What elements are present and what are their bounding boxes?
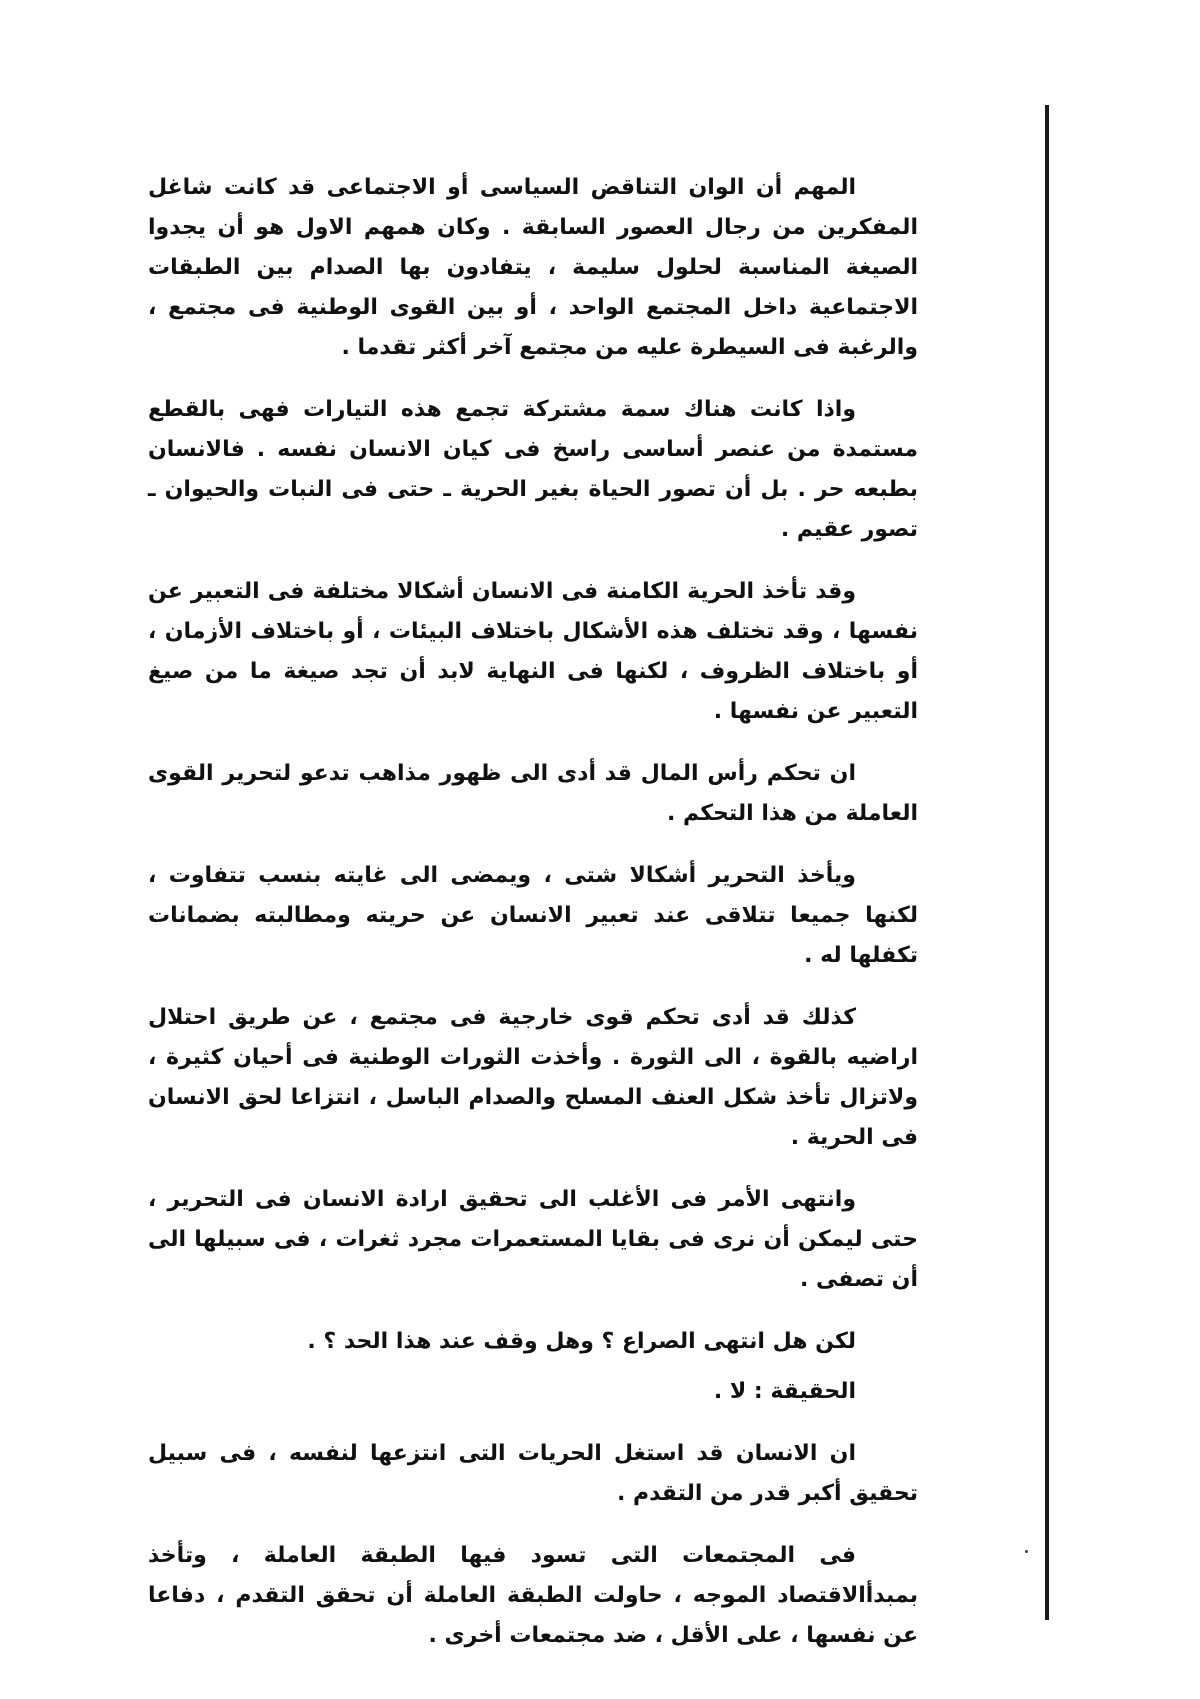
- paragraph-8: لكن هل انتهى الصراع ؟ وهل وقف عند هذا الحد ؟ .: [307, 1329, 856, 1354]
- paragraph-4: ان تحكم رأس المال قد أدى الى ظهور مذاهب تدعو لتحرير القوى العاملة من هذا التحكم .: [148, 761, 918, 826]
- body-text: [148, 168, 918, 1656]
- margin-rule: [1045, 105, 1049, 1620]
- paragraph-9: الحقيقة : لا .: [713, 1379, 856, 1404]
- paragraph-5: ويأخذ التحرير أشكالا شتى ، ويمضى الى غايته بنسب تتفاوت ، لكنها جميعا تتلاقى عند تعبير الانسان عن حريته ومطالبته بضمانات تكفلها له .: [148, 863, 918, 968]
- paragraph-1: المهم أن الوان التناقض السياسى أو الاجتماعى قد كانت شاغل المفكرين من رجال العصور السابقة . وكان همهم الاول هو أن يجدوا الصيغة المناسبة لحلول سليمة ، يتفادون بها الصدام بين الطبقات الاجتماعية داخل المجتمع الواحد ، أو بين القوى الوطنية فى مجتمع ، والرغبة فى السيطرة عليه من مجتمع آخر أكثر تقدما .: [148, 175, 918, 360]
- paragraph-6: كذلك قد أدى تحكم قوى خارجية فى مجتمع ، عن طريق احتلال اراضيه بالقوة ، الى الثورة . وأخذت الثورات الوطنية فى أحيان كثيرة ، ولاتزال تأخذ شكل العنف المسلح والصدام الباسل ، انتزاعا لحق الانسان فى الحرية .: [148, 1005, 918, 1150]
- paragraph-2: واذا كانت هناك سمة مشتركة تجمع هذه التيارات فهى بالقطع مستمدة من عنصر أساسى راسخ فى كيان الانسان نفسه . فالانسان بطبعه حر . بل أن تصور الحياة بغير الحرية ـ حتى فى النبات والحيوان ـ تصور عقيم .: [148, 397, 918, 542]
- paragraph-3: وقد تأخذ الحرية الكامنة فى الانسان أشكالا مختلفة فى التعبير عن نفسها ، وقد تختلف هذه الأشكال باختلاف البيئات ، أو باختلاف الأزمان ، أو باختلاف الظروف ، لكنها فى النهاية لابد أن تجد صيغة ما من صيغ التعبير عن نفسها .: [148, 579, 918, 724]
- paragraph-10: ان الانسان قد استغل الحريات التى انتزعها لنفسه ، فى سبيل تحقيق أكبر قدر من التقدم .: [148, 1441, 918, 1506]
- scan-speck: [1025, 1550, 1028, 1553]
- paragraph-11: فى المجتمعات التى تسود فيها الطبقة العاملة ، وتأخذ بمبدأالاقتصاد الموجه ، حاولت الطبقة العاملة أن تحقق التقدم ، دفاعا عن نفسها ، على الأقل ، ضد مجتمعات أخرى .: [148, 1543, 918, 1648]
- paragraph-7: وانتهى الأمر فى الأغلب الى تحقيق ارادة الانسان فى التحرير ، حتى ليمكن أن نرى فى بقايا المستعمرات مجرد ثغرات ، فى سبيلها الى أن تصفى .: [148, 1187, 918, 1292]
